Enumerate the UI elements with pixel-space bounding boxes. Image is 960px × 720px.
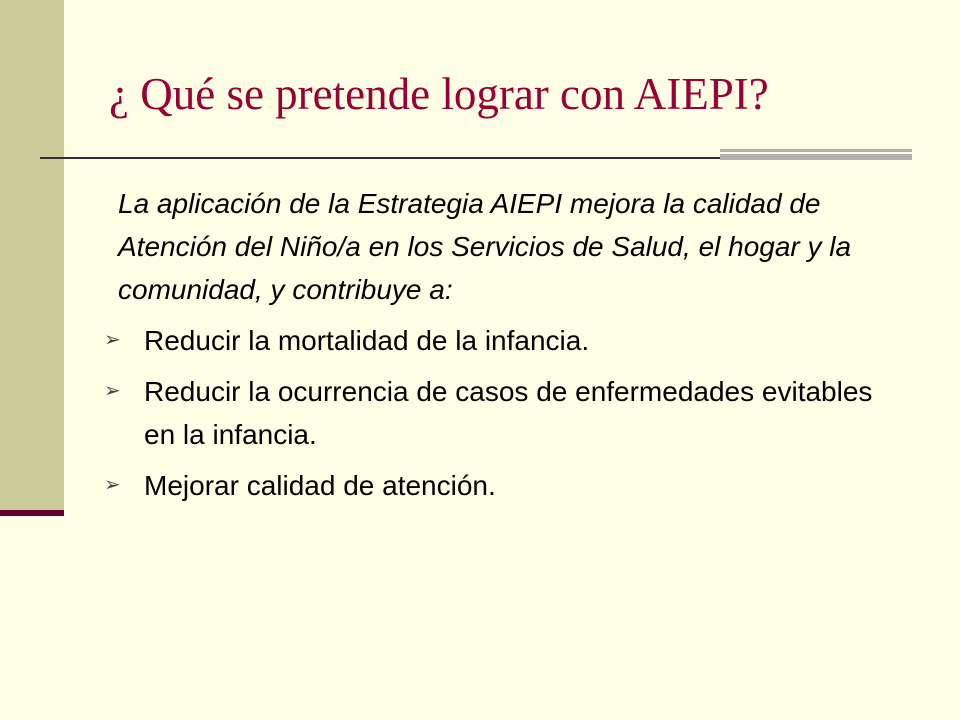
intro-paragraph — [118, 182, 898, 311]
list-item — [104, 370, 898, 456]
left-decorative-bar — [0, 0, 64, 510]
list-item — [104, 319, 898, 362]
arrowhead-icon: ➢ — [104, 474, 121, 496]
bullet-text: Reducir la ocurrencia de casos de enfermedades evitables en la infancia. — [144, 376, 873, 450]
intro-text: La aplicación de la Estrategia AIEPI mejora la calidad de Atención del Niño/a en los Servicios de Salud, el hogar y la comunidad, y contribuye a: — [118, 188, 852, 305]
slide-title: ¿ Qué se pretende lograr con AIEPI? — [109, 69, 769, 119]
title-divider-accent — [720, 149, 912, 160]
bullet-text: Reducir la mortalidad de la infancia. — [144, 325, 590, 356]
bullet-text: Mejorar calidad de atención. — [144, 470, 496, 501]
bullet-list — [104, 319, 898, 507]
left-accent-line — [0, 510, 64, 516]
list-item — [104, 464, 898, 507]
slide-body — [104, 182, 898, 507]
arrowhead-icon: ➢ — [104, 380, 121, 402]
arrowhead-icon: ➢ — [104, 329, 121, 351]
